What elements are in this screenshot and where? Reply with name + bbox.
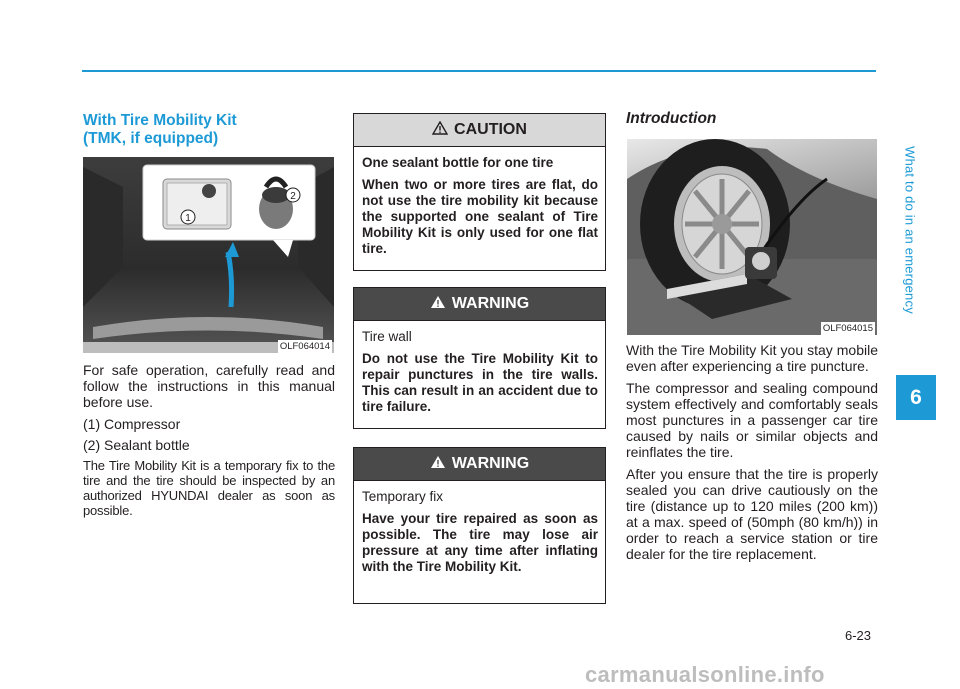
introduction-heading: Introduction bbox=[626, 110, 717, 127]
right-paragraph-2: The compressor and sealing compound system effectively and comfortably seals most punctures in a passenger car tire caused by nails or similar objects and reinflates the tire. bbox=[626, 380, 878, 460]
right-paragraph-1: With the Tire Mobility Kit you stay mobile even after experiencing a tire puncture. bbox=[626, 342, 878, 374]
list-item-compressor: (1) Compressor bbox=[83, 416, 181, 432]
warning-triangle-icon bbox=[430, 295, 446, 314]
figure-code-left: OLF064014 bbox=[279, 341, 330, 352]
caution-header bbox=[354, 114, 605, 147]
caution-label: CAUTION bbox=[454, 121, 527, 138]
warning-box-temporary-fix bbox=[353, 447, 606, 604]
left-body-text bbox=[83, 362, 335, 524]
left-paragraph-1: For safe operation, carefully read and follow the instructions in this manual before use. bbox=[83, 362, 335, 410]
right-body-text bbox=[626, 342, 878, 568]
warning-header-2 bbox=[354, 448, 605, 481]
section-heading bbox=[83, 112, 343, 148]
tire-figure bbox=[627, 139, 877, 335]
warning-label-2: WARNING bbox=[451, 455, 530, 472]
trunk-figure bbox=[83, 157, 334, 353]
chapter-tab-label: What to do in an emergency bbox=[902, 146, 918, 314]
warning-triangle-icon bbox=[430, 455, 446, 474]
caution-body: When two or more tires are flat, do not use the tire mobility kit because the supported one sealant of Tire Mobility Kit is only used for one flat tire. bbox=[362, 177, 598, 256]
warning-title-2: Temporary fix bbox=[362, 489, 444, 504]
warning-box-tire-wall bbox=[353, 287, 606, 429]
warning-body-2: Have your tire repaired as soon as possible. The tire may lose air pressure at any time after inflating with the Tire Mobility Kit. bbox=[362, 511, 598, 574]
callout-2-number: 2 bbox=[290, 191, 296, 202]
list-item-sealant: (2) Sealant bottle bbox=[83, 437, 190, 453]
warning-title-1: Tire wall bbox=[362, 329, 412, 344]
caution-triangle-icon bbox=[432, 121, 448, 140]
left-paragraph-2: The Tire Mobility Kit is a temporary fix to the tire and the tire should be inspected by an authorized HYUNDAI dealer as soon as possible. bbox=[83, 458, 335, 518]
tire-compressor-illustration bbox=[627, 139, 877, 335]
right-paragraph-3: After you ensure that the tire is properly sealed you can drive cautiously on the tire (distance up to 120 miles (200 km)) at a max. speed of (50mph (80 km/h)) in order to reach a service station or tire dealer for the tire replacement. bbox=[626, 466, 878, 562]
page-number: 6-23 bbox=[845, 628, 872, 643]
figure-code-right: OLF064015 bbox=[822, 323, 873, 334]
section-heading-line2: (TMK, if equipped) bbox=[83, 130, 219, 147]
warning-body-1: Do not use the Tire Mobility Kit to repair punctures in the tire walls. This can result in an accident due to tire failure. bbox=[362, 351, 598, 414]
watermark: carmanualsonline.info bbox=[585, 662, 825, 687]
callout-1-number: 1 bbox=[185, 213, 191, 224]
warning-header-1 bbox=[354, 288, 605, 321]
top-rule bbox=[82, 70, 876, 72]
caution-box bbox=[353, 113, 606, 271]
trunk-illustration bbox=[83, 157, 334, 353]
section-heading-line1: With Tire Mobility Kit bbox=[83, 112, 237, 129]
caution-title: One sealant bottle for one tire bbox=[362, 155, 554, 170]
warning-label-1: WARNING bbox=[451, 295, 530, 312]
chapter-number-badge: 6 bbox=[896, 375, 936, 420]
